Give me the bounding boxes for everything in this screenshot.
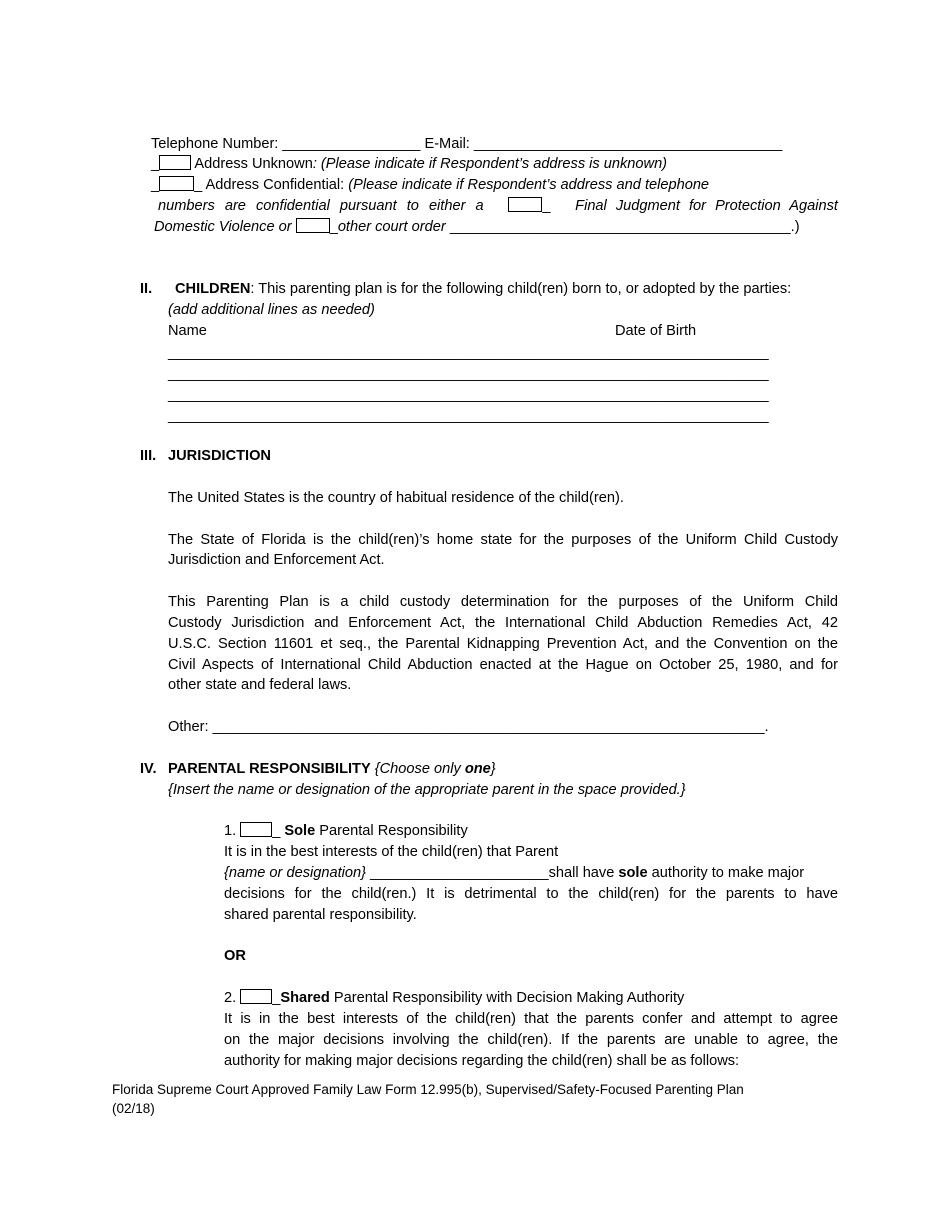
option-1-label: Parental Responsibility	[315, 823, 468, 839]
email-field[interactable]: ______________________________________	[473, 136, 783, 152]
option-2-line-3: authority for making major decisions regarding the child(ren) shall be as follows:	[224, 1053, 740, 1069]
section-ii-numeral: II.	[140, 281, 153, 297]
option-1-line-3: decisions for the child(ren.) It is detrimental to the child(ren) for the parents to have	[224, 886, 838, 902]
jurisdiction-para-2-line-2: Jurisdiction and Enforcement Act.	[168, 552, 385, 568]
jurisdiction-para-1: The United States is the country of habitual residence of the child(ren).	[168, 490, 624, 506]
option-1-line-2a: shall have	[548, 865, 619, 881]
option-1-bold: Sole	[284, 823, 316, 839]
telephone-field[interactable]: _________________	[282, 136, 421, 152]
option-1-line-1: It is in the best interests of the child(ren) that Parent	[224, 844, 559, 860]
parental-insert-note: {Insert the name or designation of the appropriate parent in the space provided.}	[168, 782, 686, 798]
option-2-bold: Shared	[280, 990, 330, 1006]
domestic-violence-text: Domestic Violence or	[154, 219, 296, 235]
option-1-line-4: shared parental responsibility.	[224, 907, 417, 923]
jurisdiction-para-3-line-5: other state and federal laws.	[168, 677, 352, 693]
confidential-line-2: numbers are confidential pursuant to either a _ Final Judgment for Protection Against	[158, 198, 838, 214]
other-end-period: .	[764, 719, 769, 735]
address-unknown-checkbox[interactable]	[159, 155, 191, 170]
option-1-title-line: 1. _ Sole Parental Responsibility	[224, 823, 468, 839]
child-entry-line-2[interactable]: __________________________________________________________________________	[168, 366, 769, 382]
address-unknown-label: Address Unknown	[191, 156, 313, 172]
footer-form-date: (02/18)	[112, 1101, 155, 1116]
confidential-line-3: Domestic Violence or _other court order __________________________________________.)	[154, 219, 800, 235]
section-ii-heading-line	[175, 280, 791, 298]
address-unknown-note: : (Please indicate if Respondent’s address is unknown)	[312, 156, 668, 172]
shared-checkbox[interactable]	[240, 989, 272, 1004]
other-field[interactable]: ____________________________________________________________________	[212, 719, 765, 735]
option-1-line-2	[224, 864, 838, 882]
final-judgment-checkbox[interactable]	[508, 197, 542, 212]
other-label: Other:	[168, 719, 213, 735]
option-2-label: Parental Responsibility with Decision Making Authority	[329, 990, 685, 1006]
child-entry-line-4[interactable]: __________________________________________________________________________	[168, 408, 769, 424]
children-intro: : This parenting plan is for the following child(ren) born to, or adopted by the parties:	[250, 281, 792, 297]
children-col-name: Name	[168, 323, 207, 339]
section-iv-numeral: IV.	[140, 761, 157, 777]
address-confidential-label: Address Confidential:	[202, 177, 349, 193]
choose-pre: {Choose only	[370, 761, 465, 777]
children-note: (add additional lines as needed)	[168, 302, 375, 318]
email-label: E-Mail:	[420, 136, 474, 152]
option-2-line-2: on the major decisions involving the child(ren). If the parents are unable to agree, the	[224, 1032, 838, 1048]
option-2-number: 2.	[224, 990, 241, 1006]
section-iii-numeral: III.	[140, 448, 157, 464]
choose-post: }	[490, 761, 496, 777]
sole-checkbox[interactable]	[240, 822, 272, 837]
jurisdiction-heading: JURISDICTION	[168, 448, 271, 464]
jurisdiction-para-2-line-1: The State of Florida is the child(ren)’s home state for the purposes of the Uniform Child Custody	[168, 532, 838, 548]
sole-parent-field[interactable]: ______________________	[366, 865, 549, 881]
telephone-email-line	[151, 135, 782, 153]
parental-heading-line	[168, 760, 496, 778]
option-2-title-line: 2. _Shared Parental Responsibility with Decision Making Authority	[224, 990, 685, 1006]
jurisdiction-para-3-line-4: Civil Aspects of International Child Abduction enacted at the Hague on October 25, 1980, and for	[168, 657, 838, 673]
confidential-line-2a: numbers are confidential pursuant to either a	[158, 198, 484, 214]
telephone-label: Telephone Number:	[151, 136, 283, 152]
jurisdiction-para-3-line-3: U.S.C. Section 11601 et seq., the Parental Kidnapping Prevention Act, and the Convention on the	[168, 636, 838, 652]
address-confidential-checkbox[interactable]	[159, 176, 194, 191]
other-court-order-text: other court order	[337, 219, 450, 235]
children-col-dob: Date of Birth	[615, 323, 697, 339]
option-1-line-2b: authority to make major	[647, 865, 805, 881]
jurisdiction-para-3-line-2: Custody Jurisdiction and Enforcement Act, the International Child Abduction Remedies Act, 42	[168, 615, 838, 631]
address-confidential-note: (Please indicate if Respondent’s address and telephone	[348, 177, 710, 193]
footer-form-title: Florida Supreme Court Approved Family Law Form 12.995(b), Supervised/Safety-Focused Parenting Plan	[112, 1082, 744, 1097]
option-1-line-2-bold: sole	[618, 865, 648, 881]
jurisdiction-para-3-line-1: This Parenting Plan is a child custody determination for the purposes of the Uniform Child	[168, 594, 838, 610]
address-confidential-line: _ _ Address Confidential: (Please indicate if Respondent’s address and telephone	[151, 177, 710, 193]
parental-heading: PARENTAL RESPONSIBILITY	[168, 761, 371, 777]
choose-bold: one	[464, 761, 491, 777]
option-1-number: 1.	[224, 823, 241, 839]
address-unknown-line: _ Address Unknown: (Please indicate if Respondent’s address is unknown)	[151, 156, 668, 172]
option-2-line-1: It is in the best interests of the child(ren) that the parents confer and attempt to agree	[224, 1011, 838, 1027]
jurisdiction-other-line	[168, 718, 769, 736]
confidential-close: .)	[790, 219, 800, 235]
confidential-line-2b: Final Judgment for Protection Against	[575, 198, 838, 214]
children-heading: CHILDREN	[175, 281, 251, 297]
name-designation-hint: {name or designation}	[224, 865, 366, 881]
or-separator: OR	[224, 948, 246, 964]
child-entry-line-1[interactable]: __________________________________________________________________________	[168, 345, 769, 361]
other-court-order-checkbox[interactable]	[296, 218, 330, 233]
other-court-order-field[interactable]: __________________________________________	[449, 219, 791, 235]
child-entry-line-3[interactable]: __________________________________________________________________________	[168, 387, 769, 403]
